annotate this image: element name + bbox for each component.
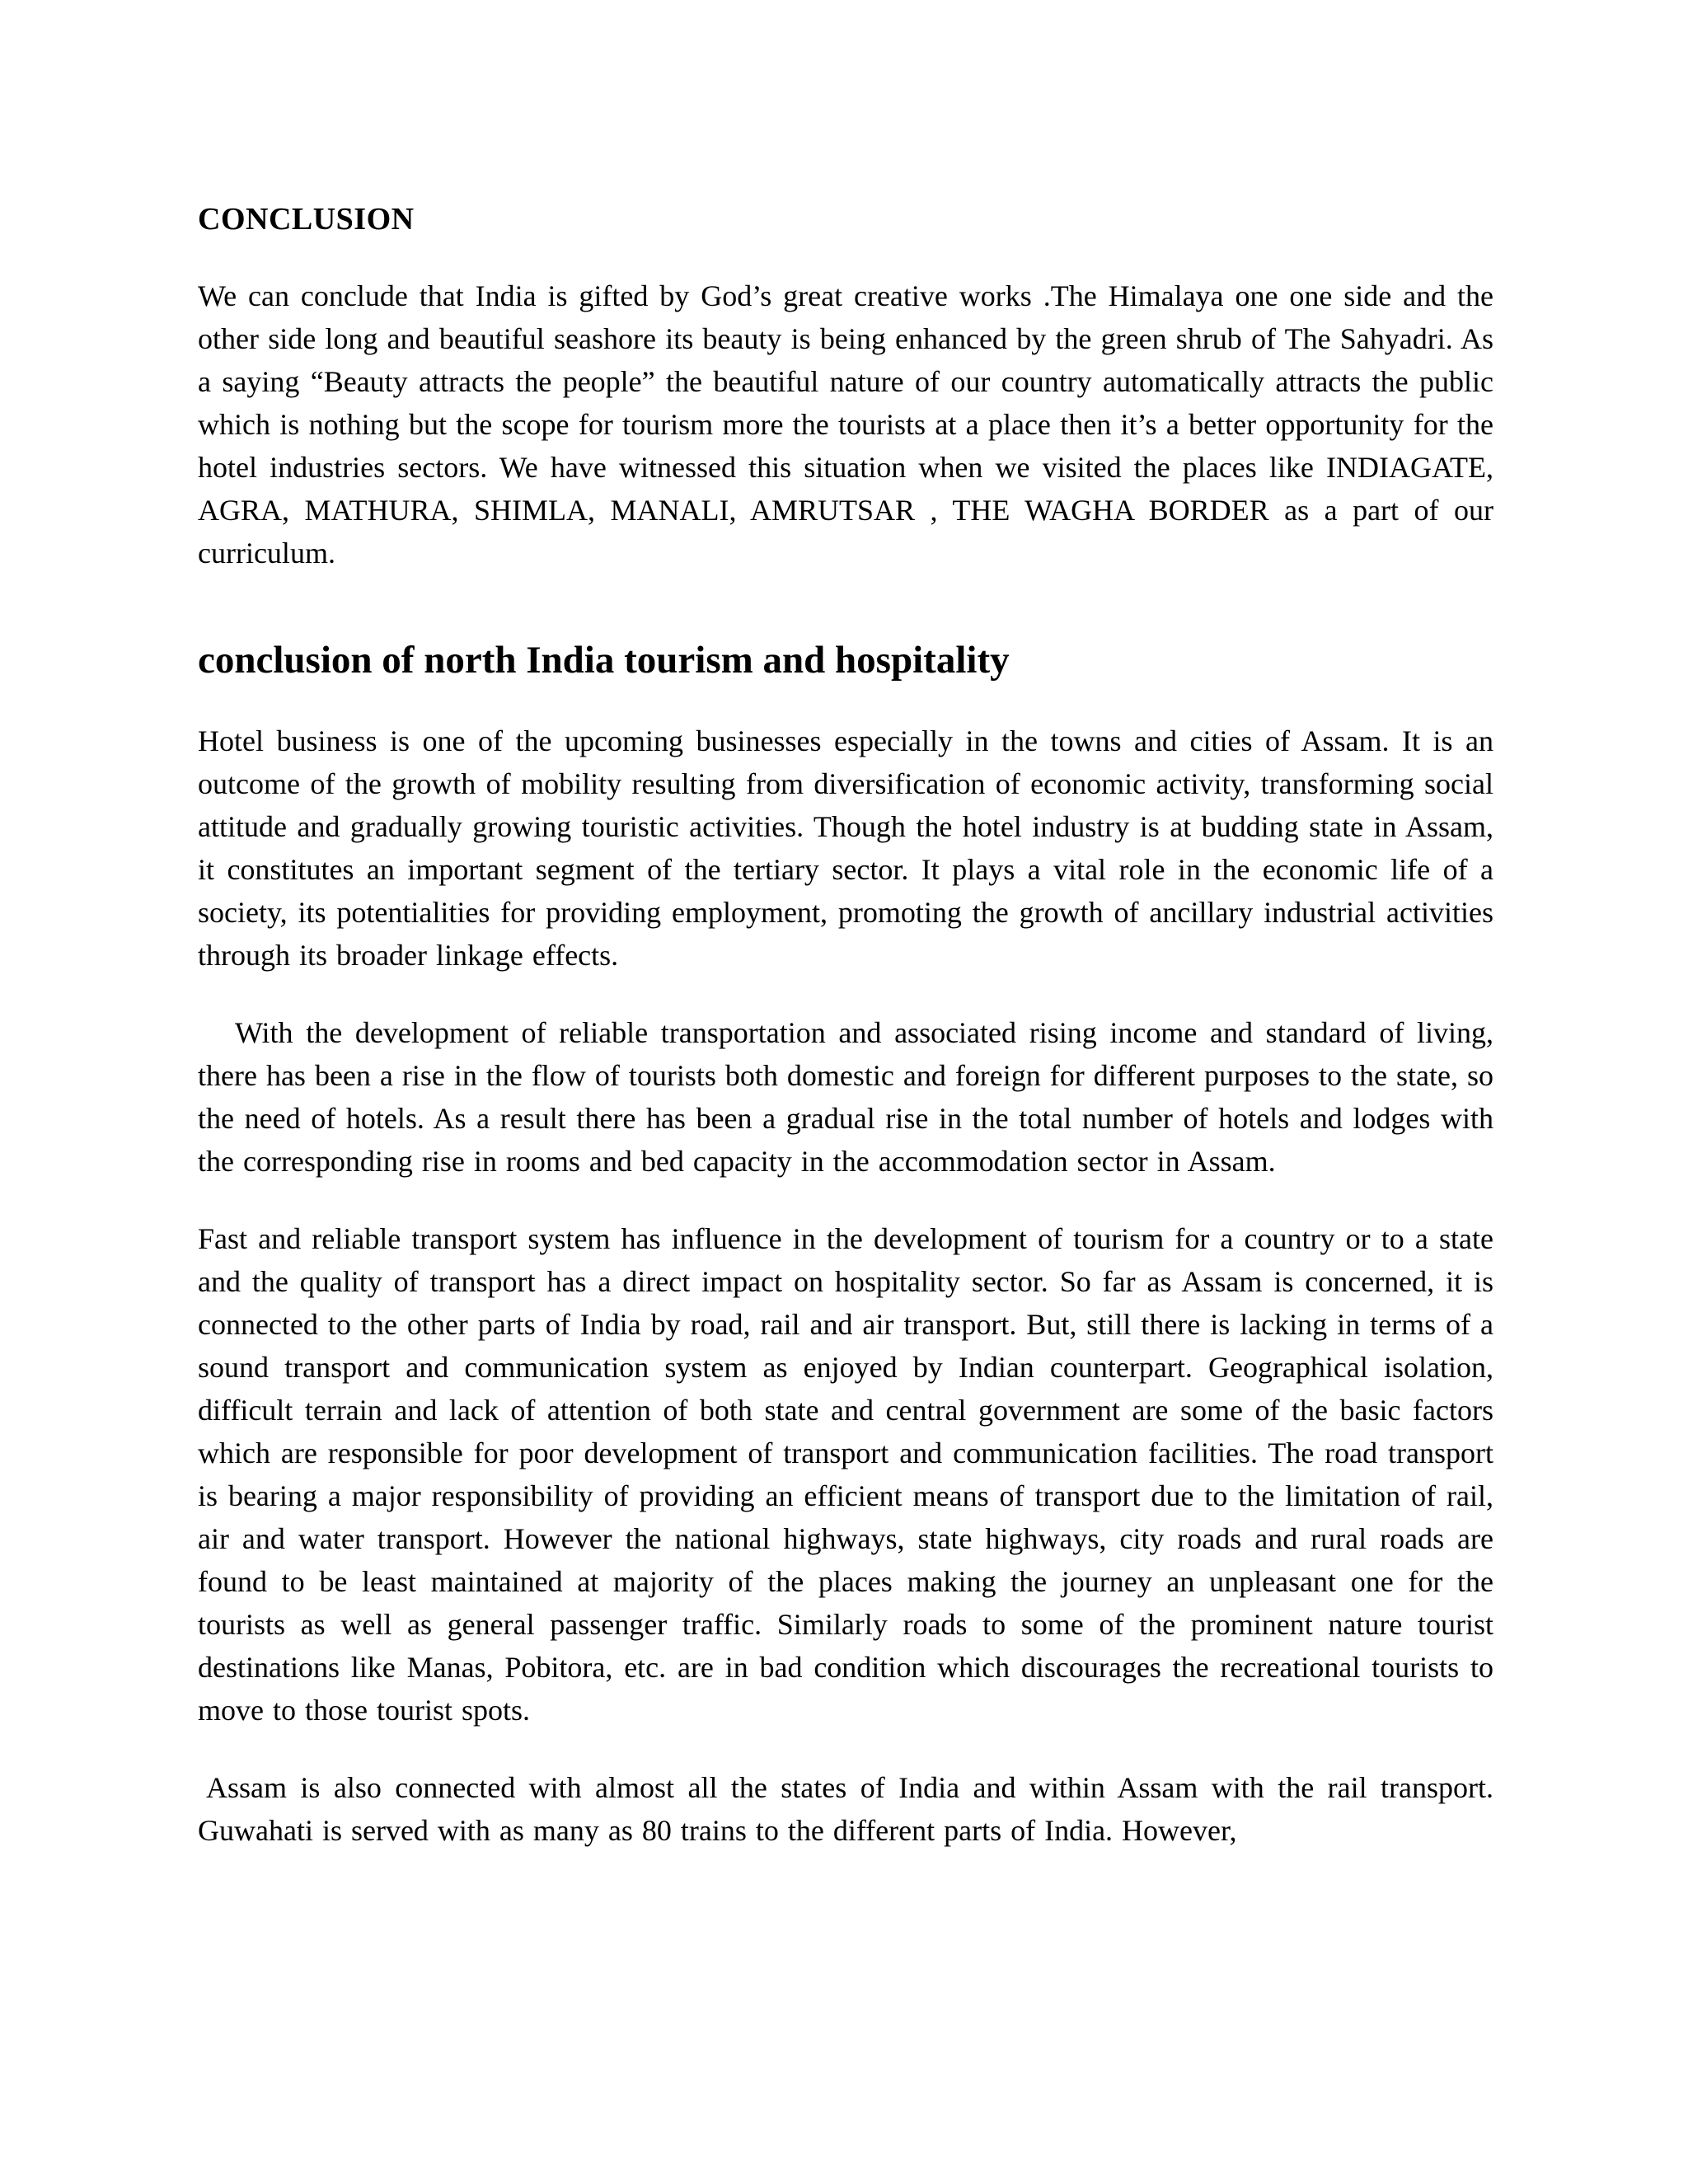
- paragraph-transport-system-quality: Fast and reliable transport system has influence in the development of tourism for a country or to a state and the quality of transport has a direct impact on hospitality sector. So far as Assam is concerned, it is connected to the other parts of India by road, rail and air transport. But, still there is lacking in terms of a sound transport and communication system as enjoyed by Indian counterpart. Geographical isolation, difficult terrain and lack of attention of both state and central government are some of the basic factors which are responsible for poor development of transport and communication facilities. The road transport is bearing a major responsibility of providing an efficient means of transport due to the limitation of rail, air and water transport. However the national highways, state highways, city roads and rural roads are found to be least maintained at majority of the places making the journey an unpleasant one for the tourists as well as general passenger traffic. Similarly roads to some of the prominent nature tourist destinations like Manas, Pobitora, etc. are in bad condition which discourages the recreational tourists to move to those tourist spots.: [198, 1222, 1493, 1727]
- paragraph-conclusion-intro: We can conclude that India is gifted by God’s great creative works .The Himalaya one one side and the other side long and beautiful seashore its beauty is being enhanced by the green shrub of The Sahyadri. As a saying “Beauty attracts the people” the beautiful nature of our country automatically attracts the public which is nothing but the scope for tourism more the tourists at a place then it’s a better opportunity for the hotel industries sectors. We have witnessed this situation when we visited the places like INDIAGATE, AGRA, MATHURA, SHIMLA, MANALI, AMRUTSAR , THE WAGHA BORDER as a part of our curriculum.: [198, 279, 1493, 569]
- paragraph-hotel-business-assam: Hotel business is one of the upcoming businesses especially in the towns and cities of Assam. It is an outcome of the growth of mobility resulting from diversification of economic activity, transforming social attitude and gradually growing touristic activities. Though the hotel industry is at budding state in Assam, it constitutes an important segment of the tertiary sector. It plays a vital role in the economic life of a society, its potentialities for providing employment, promoting the growth of ancillary industrial activities through its broader linkage effects.: [198, 724, 1493, 972]
- paragraph-rail-connectivity: Assam is also connected with almost all the states of India and within Assam with the rail transport. Guwahati is served with as many as 80 trains to the different parts of India. However,: [198, 1771, 1493, 1847]
- section-heading-conclusion: CONCLUSION: [198, 202, 415, 237]
- section-heading-north-india-tourism: conclusion of north India tourism and hospitality: [198, 639, 1010, 682]
- paragraph-transportation-development: With the development of reliable transportation and associated rising income and standard of living, there has been a rise in the flow of tourists both domestic and foreign for different purposes to the state, so the need of hotels. As a result there has been a gradual rise in the total number of hotels and lodges with the corresponding rise in rooms and bed capacity in the accommodation sector in Assam.: [198, 1016, 1493, 1178]
